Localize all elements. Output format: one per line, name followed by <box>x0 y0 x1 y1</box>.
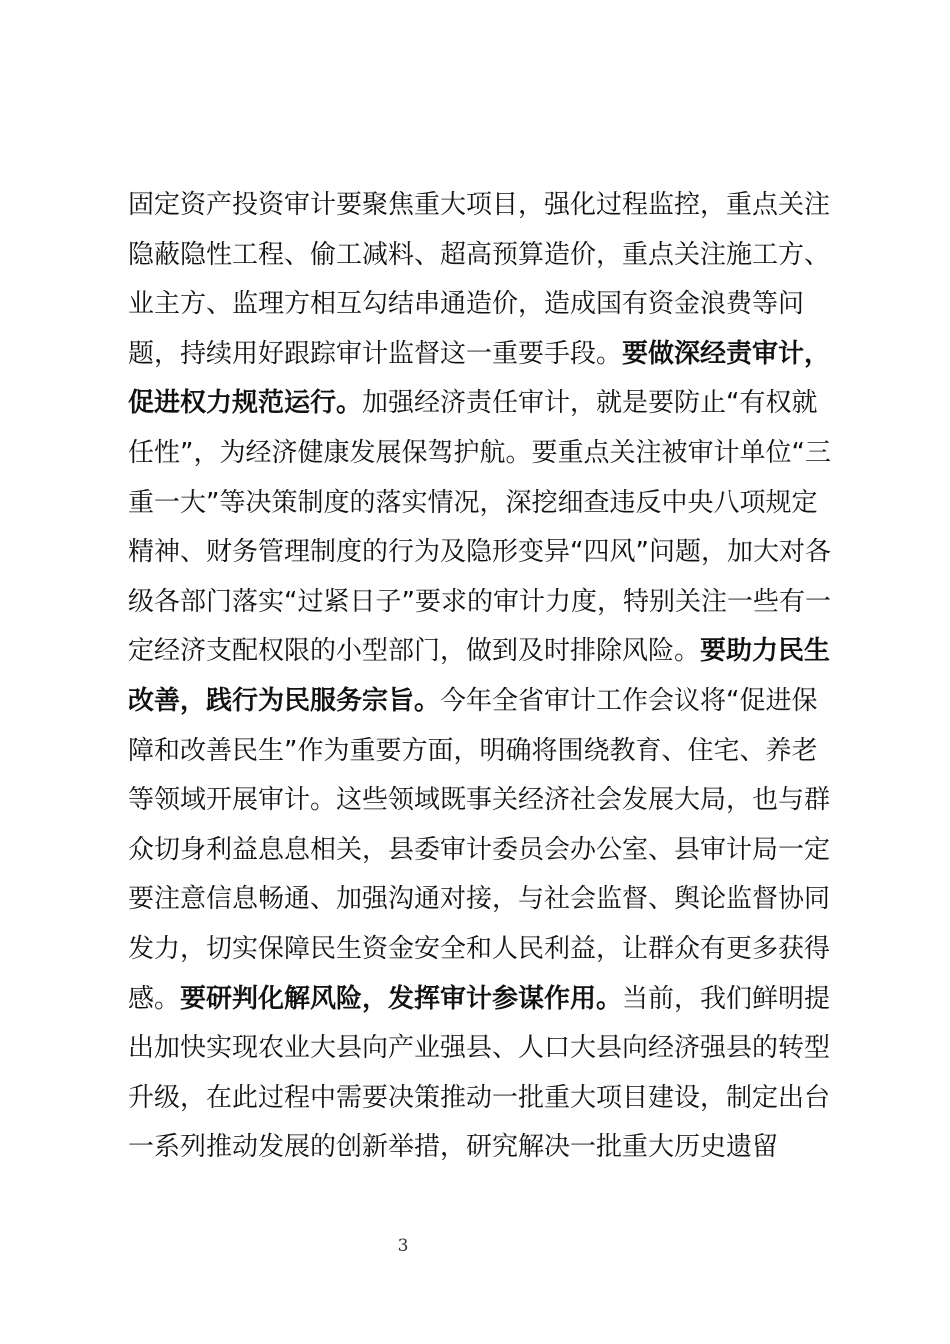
text-segment: 固定资产投资审计要聚焦重大项目，强化过程监控，重点关注隐蔽隐性工程、偷工减料、超高预算造价，重点关注施工方、业主方、监理方相互勾结串通造价，造成国有资金浪费等问题，持续用好跟踪审计监督这一重要手段。 <box>128 190 831 369</box>
text-segment: 当前，我们鲜明提出加快实现农业大县向产业强县、人口大县向经济强县的转型升级，在此过程中需要决策推动一批重大项目建设，制定出台一系列推动发展的创新举措，研究解决一批重大历史遗留 <box>128 983 831 1163</box>
bold-heading-segment: 要助力民生改善，践行为民服务宗旨。 <box>128 636 831 716</box>
page-number: 3 <box>397 1236 409 1256</box>
bold-heading-segment: 要研判化解风险，发挥审计参谋作用。 <box>180 983 623 1014</box>
body-paragraph <box>128 181 838 1173</box>
text-segment: 加强经济责任审计，就是要防止“有权就任性”，为经济健康发展保驾护航。要重点关注被审计单位“三重一大”等决策制度的落实情况，深挖细查违反中央八项规定精神、财务管理制度的行为及隐形变异“四风”问题，加大对各级各部门落实“过紧日子”要求的审计力度，特别关注一些有一定经济支配权限的小型部门，做到及时排除风险。 <box>128 388 831 667</box>
text-segment: 今年全省审计工作会议将“促进保障和改善民生”作为重要方面，明确将围绕教育、住宅、养老等领域开展审计。这些领域既事关经济社会发展大局，也与群众切身利益息息相关，县委审计委员会办公室、县审计局一定要注意信息畅通、加强沟通对接，与社会监督、舆论监督协同发力，切实保障民生资金安全和人民利益，让群众有更多获得感。 <box>128 685 831 1014</box>
bold-heading-segment: 要做深经责审计，促进权力规范运行。 <box>128 338 831 419</box>
